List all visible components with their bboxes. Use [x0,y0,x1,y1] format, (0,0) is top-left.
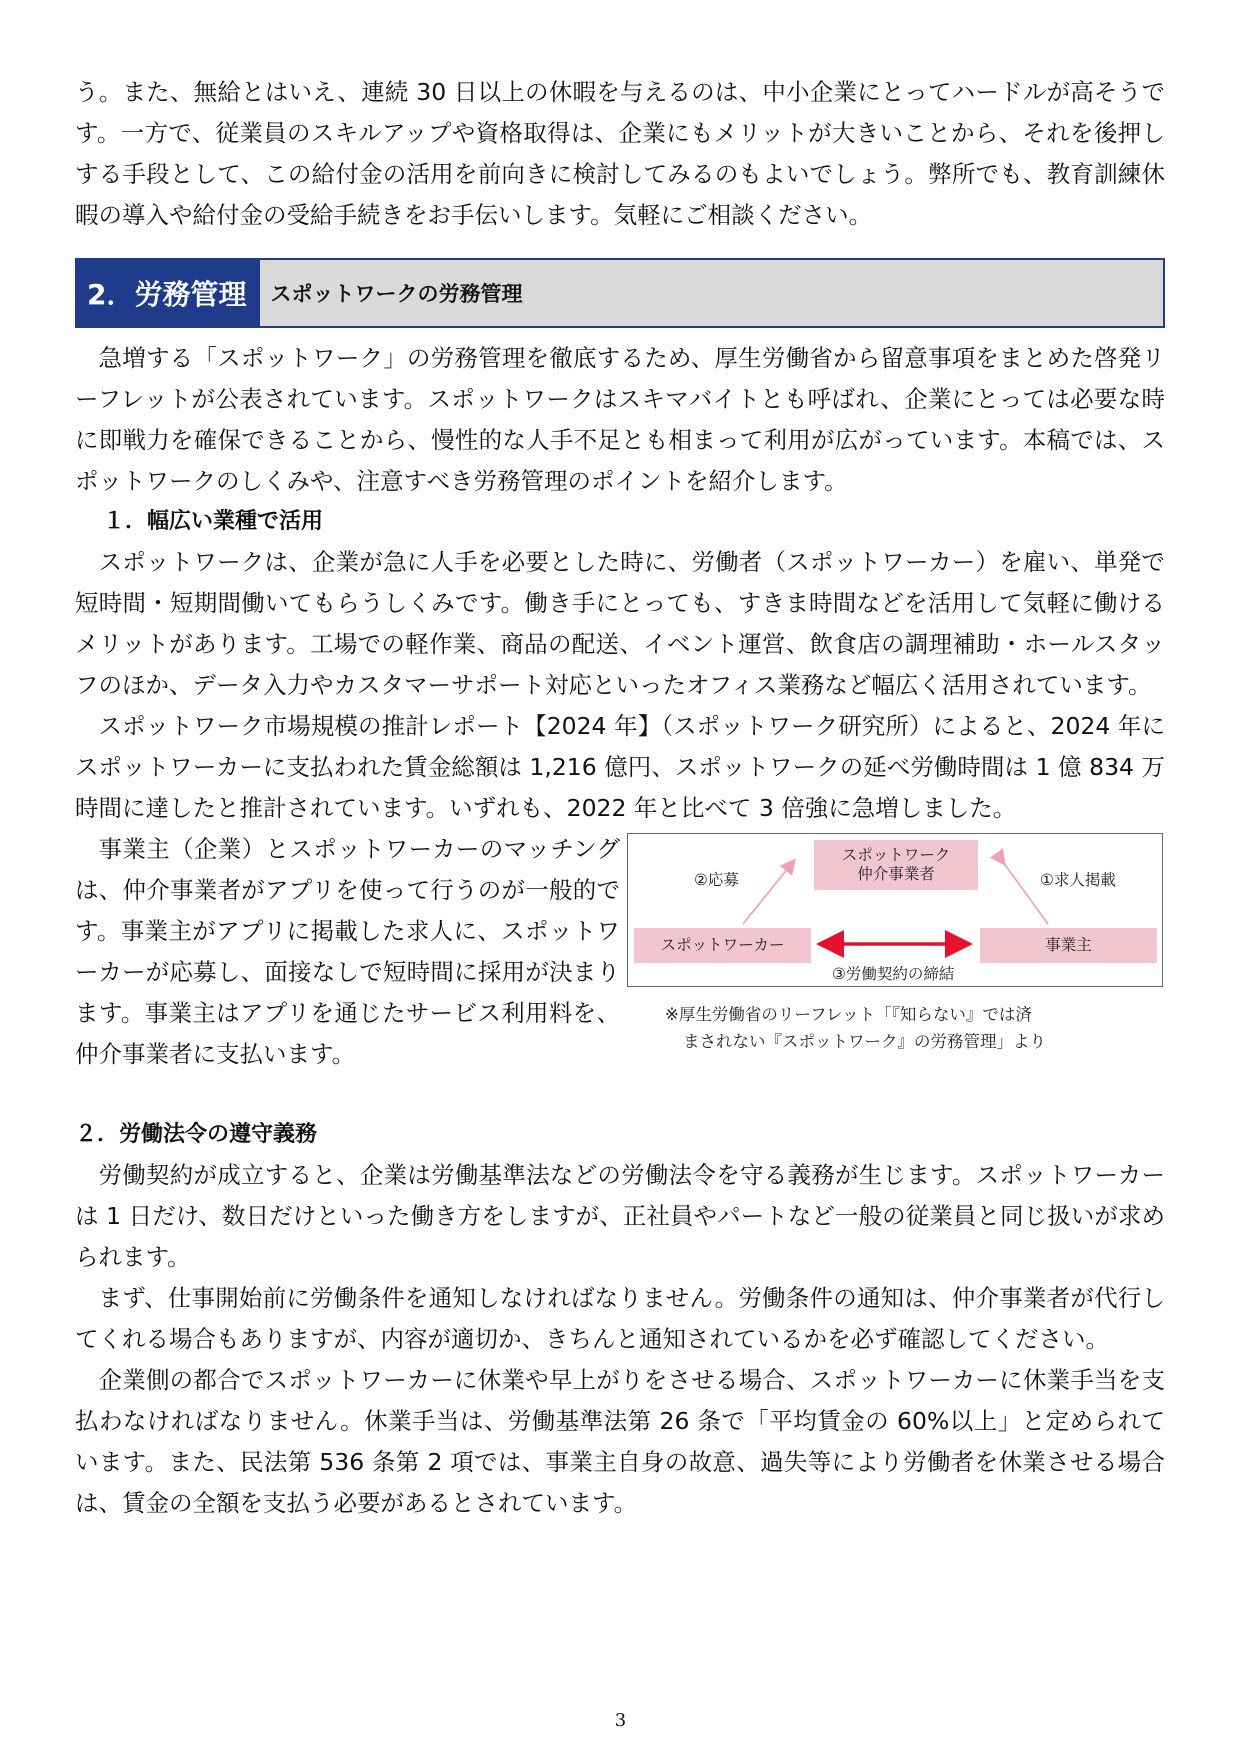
section-title: スポットワークの労務管理 [260,260,1163,326]
document-page [75,72,1165,1524]
paragraph: スポットワークは、企業が急に人手を必要とした時に、労働者（スポットワーカー）を雇い、単発で短時間・短期間働いてもらうしくみです。働き手にとっても、すきま時間などを活用して気軽に働けるメリットがあります。工場での軽作業、商品の配送、イベント運営、飲食店の調理補助・ホールスタッフのほか、データ入力やカスタマーサポート対応といったオフィス業務など幅広く活用されています。 [75,548,1165,699]
intro-paragraph: う。また、無給とはいえ、連続 30 日以上の休暇を与えるのは、中小企業にとってハードルが高そうです。一方で、従業員のスキルアップや資格取得は、企業にもメリットが大きいことから、それを後押しする手段として、この給付金の活用を前向きに検討してみるのもよいでしょう。弊所でも、教育訓練休暇の導入や給付金の受給手続きをお手伝いします。気軽にご相談ください。 [75,78,1165,229]
matching-text [75,829,620,1075]
subsection-heading-1: １．幅広い業種で活用 [103,509,324,534]
lead-paragraph: 急増する「スポットワーク」の労務管理を徹底するため、厚生労働省から留意事項をまとめた啓発リーフレットが公表されています。スポットワークはスキマバイトとも呼ばれ、企業にとっては必要な時に即戦力を確保できることから、慢性的な人手不足とも相まって利用が広がっています。本稿では、スポットワークのしくみや、注意すべき労務管理のポイントを紹介します。 [75,344,1165,495]
section-header [75,258,1165,328]
subsection-heading-2: ２．労働法令の遵守義務 [75,1122,318,1147]
caption-line: まされない『スポットワーク』の労務管理」より [683,1032,1046,1051]
diagram-column [627,833,1165,1075]
matching-block [75,829,1165,1075]
caption-line: ※厚生労働省のリーフレット「『知らない』では済 [665,1005,1032,1024]
worker-box: スポットワーカー [634,928,811,963]
intermediary-box: スポットワーク 仲介事業者 [814,840,978,890]
paragraph: 事業主（企業）とスポットワーカーのマッチングは、仲介事業者がアプリを使って行うのが一般的です。事業主がアプリに掲載した求人に、スポットワーカーが応募し、面接なしで短時間に採用が決まります。事業主はアプリを通じたサービス利用料を、仲介事業者に支払います。 [75,835,620,1068]
page-number: 3 [614,1710,627,1731]
paragraph: 企業側の都合でスポットワーカーに休業や早上がりをさせる場合、スポットワーカーに休業手当を支払わなければなりません。休業手当は、労働基準法第 26 条で「平均賃金の 60%以上」と定められています。また、民法第 536 条第 2 項では、事業主自身の故意、過失等により労働者を休業させる場合は、賃金の全額を支払う必要があるとされています。 [75,1366,1165,1517]
apply-label: ②応募 [694,871,739,889]
paragraph: 労働契約が成立すると、企業は労働基準法などの労働法令を守る義務が生じます。スポットワーカーは 1 日だけ、数日だけといった働き方をしますが、正社員やパートなど一般の従業員と同じ扱いが求められます。 [75,1161,1165,1271]
paragraph: スポットワーク市場規模の推計レポート【2024 年】（スポットワーク研究所）によると、2024 年にスポットワーカーに支払われた賃金総額は 1,216 億円、スポットワークの延べ労働時間は 1 億 834 万時間に達したと推計されています。いずれも、2022 年と比べて 3 倍強に急増しました。 [75,712,1165,822]
paragraph: まず、仕事開始前に労働条件を通知しなければなりません。労働条件の通知は、仲介事業者が代行してくれる場合もありますが、内容が適切か、きちんと通知されているかを必ず確認してください。 [75,1284,1165,1353]
matching-diagram [627,833,1163,987]
contract-label: ③労働契約の締結 [832,965,955,983]
employer-box: 事業主 [980,928,1157,963]
section-number: 2．労務管理 [77,260,260,326]
posting-label: ①求人掲載 [1040,871,1116,889]
apply-arrow [743,862,793,924]
diagram-caption [627,1001,1165,1055]
